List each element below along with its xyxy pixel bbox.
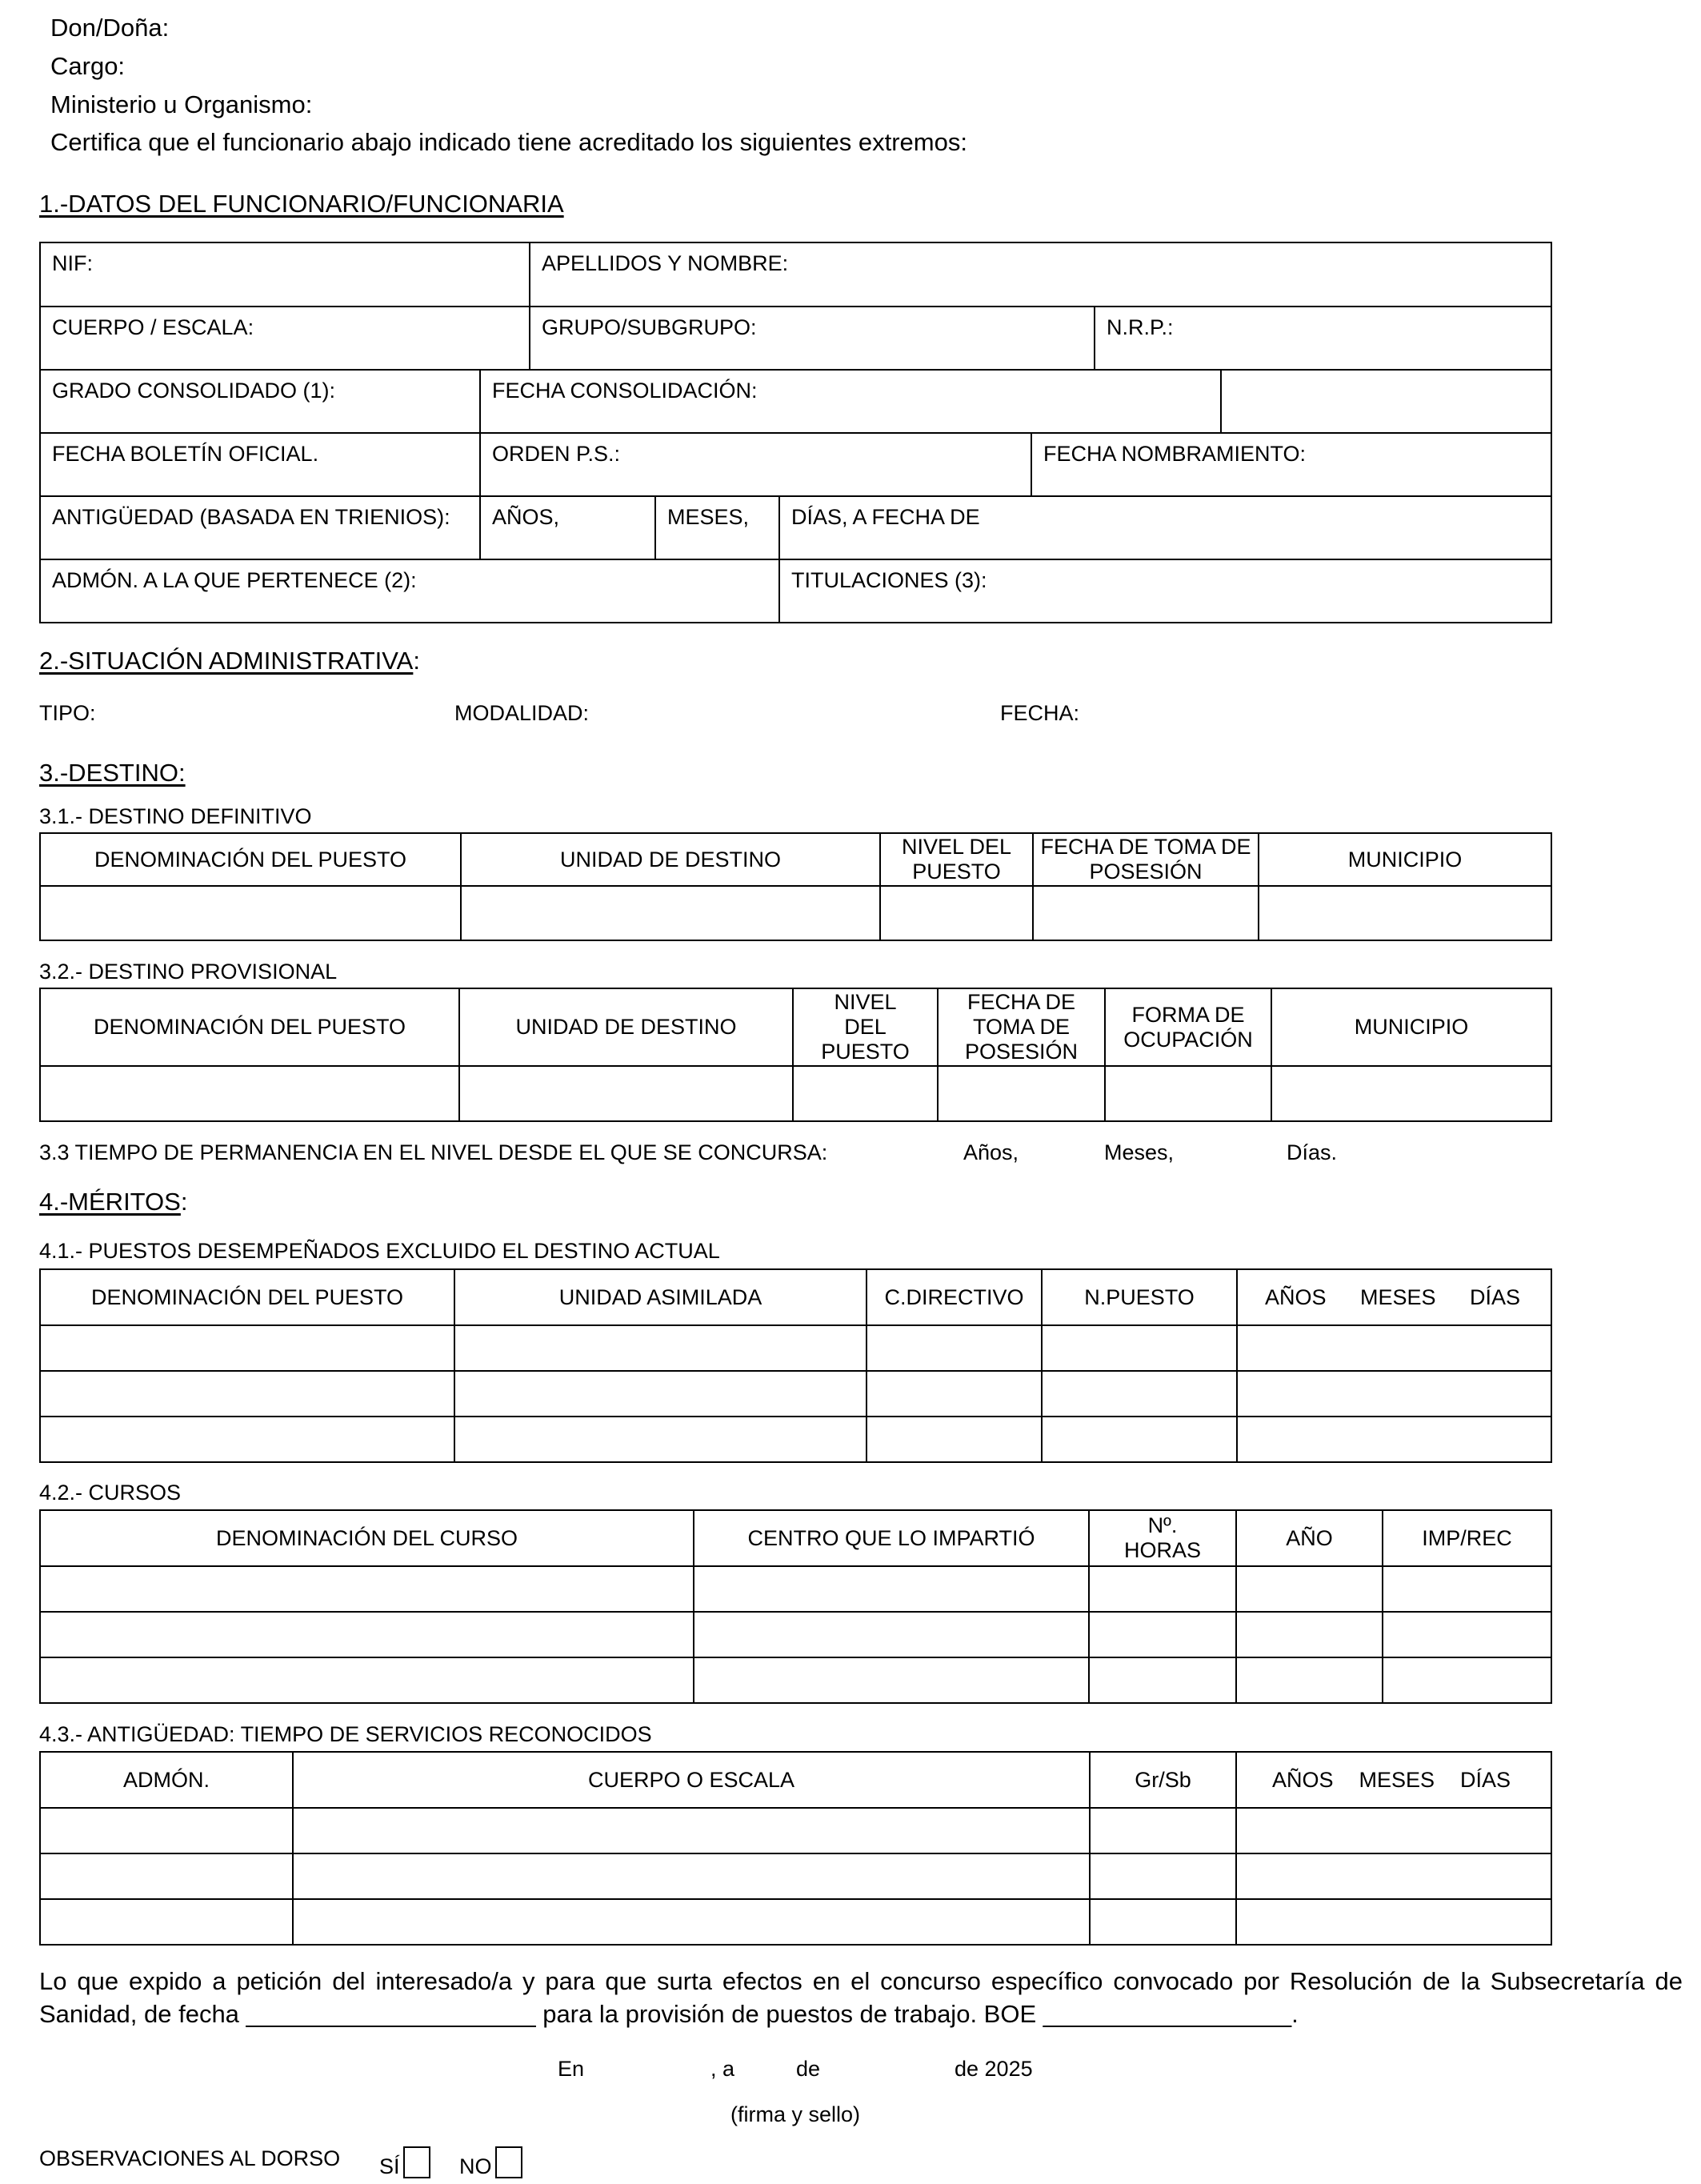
no-option bbox=[459, 2146, 522, 2179]
input-cell[interactable] bbox=[40, 886, 461, 940]
anos-field[interactable]: AÑOS, bbox=[480, 496, 655, 559]
destino-provisional-title: 3.2.- DESTINO PROVISIONAL bbox=[39, 960, 338, 984]
header-cell: FECHA DE TOMA DE POSESIÓN bbox=[938, 988, 1105, 1066]
input-cell[interactable] bbox=[694, 1612, 1089, 1657]
cursos-title: 4.2.- CURSOS bbox=[39, 1481, 182, 1505]
input-cell[interactable] bbox=[1042, 1325, 1237, 1371]
year-label: de 2025 bbox=[955, 2057, 1033, 2081]
personal-data-table bbox=[39, 242, 1552, 623]
header-cell: IMP/REC bbox=[1383, 1510, 1551, 1566]
puestos-table bbox=[39, 1268, 1552, 1463]
input-cell[interactable] bbox=[793, 1066, 938, 1121]
input-cell[interactable] bbox=[1383, 1612, 1551, 1657]
anos-header: AÑOS bbox=[1272, 1767, 1334, 1792]
input-cell[interactable] bbox=[1236, 1566, 1383, 1612]
input-cell[interactable] bbox=[40, 1657, 694, 1703]
input-cell[interactable] bbox=[1033, 886, 1259, 940]
header-cell: UNIDAD DE DESTINO bbox=[459, 988, 793, 1066]
certification-paragraph bbox=[39, 1965, 1683, 2030]
input-cell[interactable] bbox=[454, 1325, 867, 1371]
input-cell[interactable] bbox=[40, 1417, 454, 1462]
header-cell: DENOMINACIÓN DEL PUESTO bbox=[40, 833, 461, 886]
fecha-boletin-field[interactable]: FECHA BOLETÍN OFICIAL. bbox=[40, 433, 480, 496]
input-cell[interactable] bbox=[1090, 1853, 1236, 1899]
input-cell[interactable] bbox=[1236, 1853, 1551, 1899]
input-cell[interactable] bbox=[40, 1371, 454, 1417]
input-cell[interactable] bbox=[454, 1417, 867, 1462]
titulaciones-field[interactable]: TITULACIONES (3): bbox=[779, 559, 1551, 623]
header-cell bbox=[1236, 1752, 1551, 1808]
header-cell: DENOMINACIÓN DEL PUESTO bbox=[40, 988, 459, 1066]
section1-title: 1.-DATOS DEL FUNCIONARIO/FUNCIONARIA bbox=[39, 190, 564, 218]
header-cell: N.PUESTO bbox=[1042, 1269, 1237, 1325]
anos-label: Años, bbox=[963, 1140, 1019, 1164]
input-cell[interactable] bbox=[461, 886, 880, 940]
cursos-table bbox=[39, 1509, 1552, 1704]
header-cell: FECHA DE TOMA DE POSESIÓN bbox=[1033, 833, 1259, 886]
fecha-consolidacion-field[interactable]: FECHA CONSOLIDACIÓN: bbox=[480, 370, 1221, 433]
modalidad-label: MODALIDAD: bbox=[454, 701, 590, 725]
input-cell[interactable] bbox=[293, 1808, 1090, 1853]
input-cell[interactable] bbox=[867, 1417, 1042, 1462]
input-cell[interactable] bbox=[1236, 1899, 1551, 1945]
input-cell[interactable] bbox=[40, 1325, 454, 1371]
header-cell: AÑO bbox=[1236, 1510, 1383, 1566]
input-cell[interactable] bbox=[1383, 1657, 1551, 1703]
input-cell[interactable] bbox=[1271, 1066, 1551, 1121]
paragraph-line-2: Sanidad, de fecha _____________________ para la provisión de puestos de trabajo. BOE __________________. bbox=[39, 2000, 1299, 2028]
input-cell[interactable] bbox=[40, 1066, 459, 1121]
meses-field[interactable]: MESES, bbox=[655, 496, 779, 559]
header-cell: UNIDAD DE DESTINO bbox=[461, 833, 880, 886]
admon-field[interactable]: ADMÓN. A LA QUE PERTENECE (2): bbox=[40, 559, 779, 623]
header-cell: MUNICIPIO bbox=[1271, 988, 1551, 1066]
input-cell[interactable] bbox=[1237, 1371, 1551, 1417]
meses-header: MESES bbox=[1359, 1767, 1435, 1792]
antiguedad-table bbox=[39, 1751, 1552, 1946]
input-cell[interactable] bbox=[293, 1853, 1090, 1899]
firma-sello-label: (firma y sello) bbox=[730, 2102, 861, 2126]
apellidos-field[interactable]: APELLIDOS Y NOMBRE: bbox=[530, 242, 1551, 307]
input-cell[interactable] bbox=[1089, 1657, 1236, 1703]
si-option bbox=[379, 2146, 430, 2179]
cargo-label: Cargo: bbox=[50, 52, 126, 80]
header-cell: Gr/Sb bbox=[1090, 1752, 1236, 1808]
input-cell[interactable] bbox=[880, 886, 1033, 940]
input-cell[interactable] bbox=[1236, 1612, 1383, 1657]
input-cell[interactable] bbox=[694, 1566, 1089, 1612]
destino-definitivo-title: 3.1.- DESTINO DEFINITIVO bbox=[39, 804, 312, 828]
si-label: SÍ bbox=[379, 2154, 400, 2178]
input-cell[interactable] bbox=[40, 1566, 694, 1612]
input-cell[interactable] bbox=[1259, 886, 1551, 940]
input-cell[interactable] bbox=[1236, 1657, 1383, 1703]
section4-title: 4.-MÉRITOS: bbox=[39, 1188, 188, 1216]
input-cell[interactable] bbox=[40, 1899, 293, 1945]
grado-extra-field[interactable] bbox=[1221, 370, 1551, 433]
ministerio-label: Ministerio u Organismo: bbox=[50, 90, 313, 118]
input-cell[interactable] bbox=[1236, 1808, 1551, 1853]
puestos-title: 4.1.- PUESTOS DESEMPEÑADOS EXCLUIDO EL DESTINO ACTUAL bbox=[39, 1239, 720, 1263]
section2-title: 2.-SITUACIÓN ADMINISTRATIVA: bbox=[39, 647, 420, 675]
input-cell[interactable] bbox=[40, 1612, 694, 1657]
de-label: de bbox=[796, 2057, 821, 2081]
anos-header: AÑOS bbox=[1265, 1284, 1327, 1309]
header-cell: FORMA DE OCUPACIÓN bbox=[1105, 988, 1271, 1066]
input-cell[interactable] bbox=[40, 1808, 293, 1853]
destino-definitivo-table bbox=[39, 832, 1552, 941]
certifica-text: Certifica que el funcionario abajo indicado tiene acreditado los siguientes extremos: bbox=[50, 128, 967, 156]
input-cell[interactable] bbox=[1105, 1066, 1271, 1121]
header-cell: DENOMINACIÓN DEL CURSO bbox=[40, 1510, 694, 1566]
no-checkbox[interactable] bbox=[495, 2146, 522, 2178]
input-cell[interactable] bbox=[1090, 1808, 1236, 1853]
input-cell[interactable] bbox=[1237, 1325, 1551, 1371]
input-cell[interactable] bbox=[867, 1325, 1042, 1371]
input-cell[interactable] bbox=[694, 1657, 1089, 1703]
input-cell[interactable] bbox=[867, 1371, 1042, 1417]
header-cell bbox=[1237, 1269, 1551, 1325]
input-cell[interactable] bbox=[454, 1371, 867, 1417]
input-cell[interactable] bbox=[1090, 1899, 1236, 1945]
header-cell: CUERPO O ESCALA bbox=[293, 1752, 1090, 1808]
input-cell[interactable] bbox=[1042, 1417, 1237, 1462]
dias-header: DÍAS bbox=[1459, 1767, 1511, 1792]
input-cell[interactable] bbox=[938, 1066, 1105, 1121]
header-cell: NIVEL DEL PUESTO bbox=[793, 988, 938, 1066]
header-cell: Nº. HORAS bbox=[1089, 1510, 1236, 1566]
input-cell[interactable] bbox=[1383, 1566, 1551, 1612]
header-cell: DENOMINACIÓN DEL PUESTO bbox=[40, 1269, 454, 1325]
a-label: , a bbox=[710, 2057, 735, 2081]
antiguedad-label: ANTIGÜEDAD (BASADA EN TRIENIOS): bbox=[40, 496, 480, 559]
header-cell: MUNICIPIO bbox=[1259, 833, 1551, 886]
grado-field[interactable]: GRADO CONSOLIDADO (1): bbox=[40, 370, 480, 433]
meses-label: Meses, bbox=[1104, 1140, 1175, 1164]
input-cell[interactable] bbox=[293, 1899, 1090, 1945]
nif-field[interactable]: NIF: bbox=[40, 242, 530, 307]
header-cell: UNIDAD ASIMILADA bbox=[454, 1269, 867, 1325]
input-cell[interactable] bbox=[1089, 1566, 1236, 1612]
fecha-label: FECHA: bbox=[1000, 701, 1080, 725]
nrp-field[interactable]: N.R.P.: bbox=[1095, 307, 1551, 370]
tiempo-permanencia-label: 3.3 TIEMPO DE PERMANENCIA EN EL NIVEL DESDE EL QUE SE CONCURSA: bbox=[39, 1140, 828, 1164]
input-cell[interactable] bbox=[1089, 1612, 1236, 1657]
observaciones-label: OBSERVACIONES AL DORSO bbox=[39, 2146, 341, 2170]
meses-header: MESES bbox=[1359, 1284, 1436, 1309]
dias-fecha-field[interactable]: DÍAS, A FECHA DE bbox=[779, 496, 1551, 559]
header-cell: ADMÓN. bbox=[40, 1752, 293, 1808]
input-cell[interactable] bbox=[459, 1066, 793, 1121]
orden-ps-field[interactable]: ORDEN P.S.: bbox=[480, 433, 1031, 496]
grupo-field[interactable]: GRUPO/SUBGRUPO: bbox=[530, 307, 1095, 370]
header-cell: NIVEL DEL PUESTO bbox=[880, 833, 1033, 886]
no-label: NO bbox=[459, 2154, 492, 2178]
header-cell: CENTRO QUE LO IMPARTIÓ bbox=[694, 1510, 1089, 1566]
input-cell[interactable] bbox=[40, 1853, 293, 1899]
tipo-label: TIPO: bbox=[39, 701, 96, 725]
paragraph-line-1: Lo que expido a petición del interesado/a y para que surta efectos en el concurso específico convocado por Resolución de la Subsecretaría de bbox=[39, 1967, 1683, 1995]
dias-label: Días. bbox=[1287, 1140, 1338, 1164]
fecha-nombramiento-field[interactable]: FECHA NOMBRAMIENTO: bbox=[1031, 433, 1551, 496]
destino-provisional-table bbox=[39, 988, 1552, 1122]
section3-title: 3.-DESTINO: bbox=[39, 759, 186, 787]
don-label: Don/Doña: bbox=[50, 14, 170, 42]
si-checkbox[interactable] bbox=[403, 2146, 430, 2178]
dias-header: DÍAS bbox=[1469, 1284, 1520, 1309]
input-cell[interactable] bbox=[1042, 1371, 1237, 1417]
en-label: En bbox=[558, 2057, 585, 2081]
input-cell[interactable] bbox=[1237, 1417, 1551, 1462]
cuerpo-field[interactable]: CUERPO / ESCALA: bbox=[40, 307, 530, 370]
antiguedad-title: 4.3.- ANTIGÜEDAD: TIEMPO DE SERVICIOS RECONOCIDOS bbox=[39, 1722, 652, 1746]
header-cell: C.DIRECTIVO bbox=[867, 1269, 1042, 1325]
